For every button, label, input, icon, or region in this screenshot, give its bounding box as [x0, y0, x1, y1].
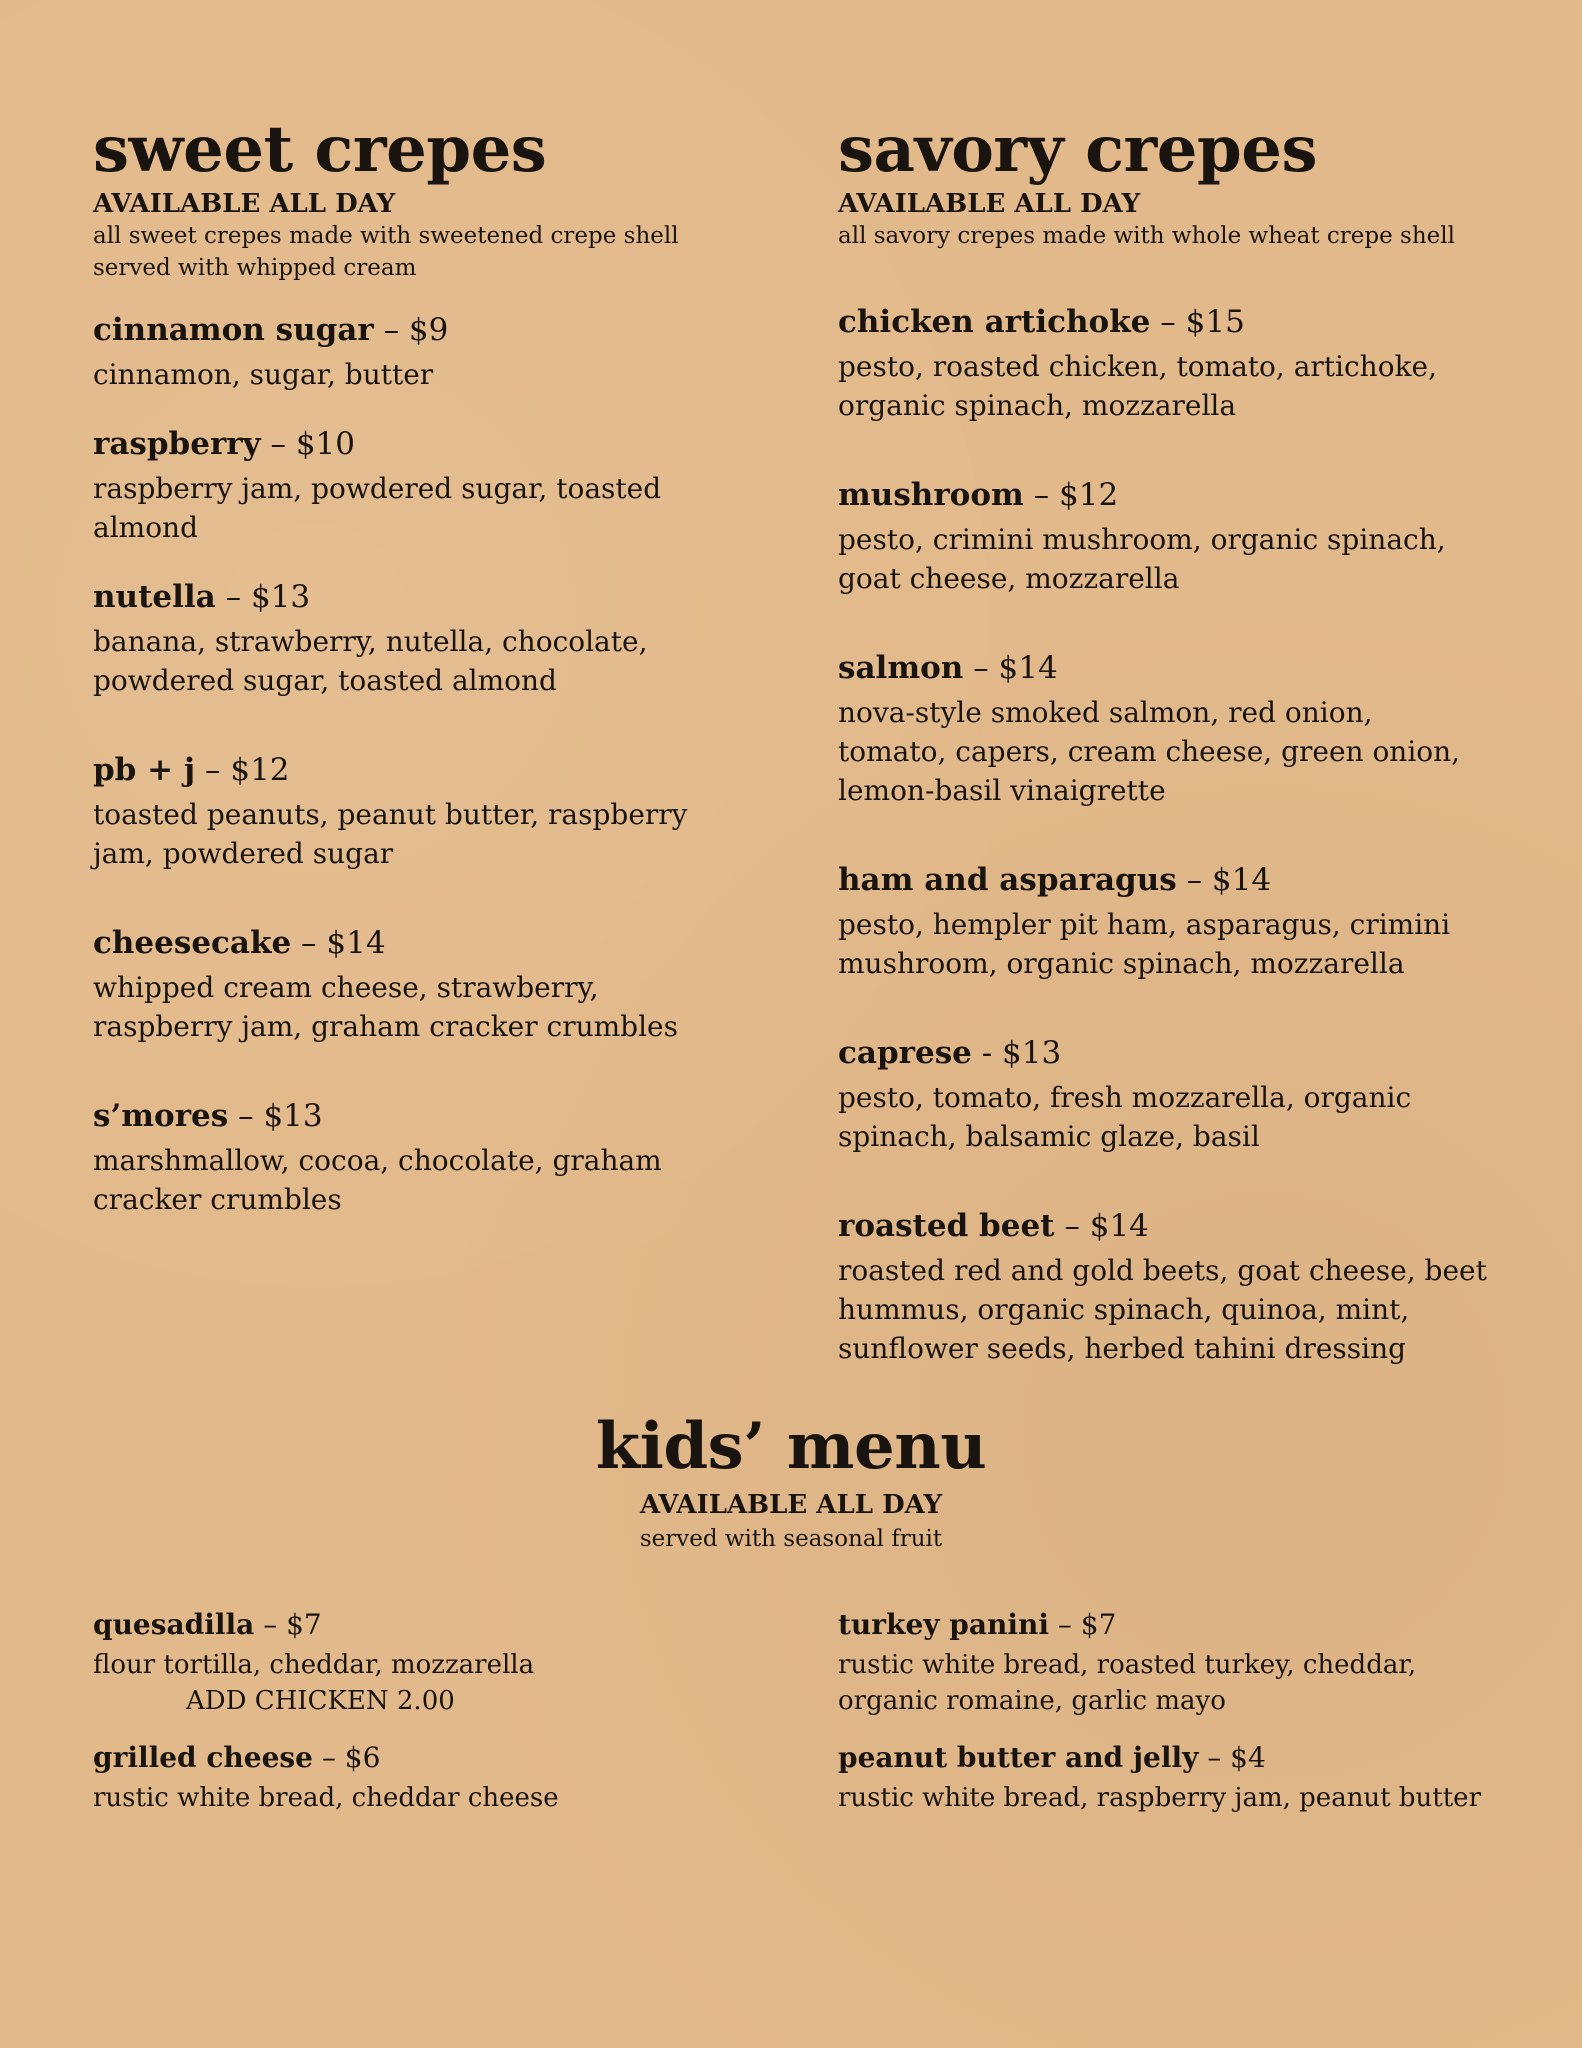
item-price: – $14 — [291, 925, 386, 961]
item-description: rustic white bread, raspberry jam, peanut butter — [838, 1783, 1481, 1813]
item-price: – $13 — [228, 1098, 323, 1134]
item-price: – $15 — [1150, 304, 1245, 340]
item-description: flour tortilla, cheddar, mozzarella — [93, 1650, 535, 1680]
item-name: ham and asparagus — [838, 862, 1177, 898]
sweet-crepes-section — [93, 112, 753, 1219]
kids-menu-header — [0, 1407, 1582, 1555]
item-price: – $14 — [1054, 1208, 1149, 1244]
menu-item — [93, 923, 753, 1046]
savory-crepes-section — [838, 112, 1498, 1368]
item-name: roasted beet — [838, 1208, 1055, 1244]
section-note: served with seasonal fruit — [639, 1526, 943, 1552]
item-name: s’mores — [93, 1098, 229, 1134]
item-description: nova-style smoked salmon, red onion, — [838, 696, 1373, 729]
menu-item — [838, 648, 1498, 810]
item-name: caprese — [838, 1035, 972, 1071]
item-description: jam, powdered sugar — [93, 837, 394, 870]
kids-menu-item — [838, 1740, 1518, 1816]
section-note: all sweet crepes made with sweetened crepe shell — [93, 223, 679, 249]
menu-item — [838, 302, 1498, 425]
item-name: cinnamon sugar — [93, 312, 374, 348]
item-name: mushroom — [838, 477, 1024, 513]
item-description: sunflower seeds, herbed tahini dressing — [838, 1332, 1407, 1365]
item-name: chicken artichoke — [838, 304, 1151, 340]
availability-label: AVAILABLE ALL DAY — [838, 189, 1141, 219]
item-description: cinnamon, sugar, butter — [93, 358, 434, 391]
item-name: turkey panini — [838, 1608, 1049, 1641]
item-price: – $7 — [254, 1608, 322, 1641]
item-description: raspberry jam, graham cracker crumbles — [93, 1010, 678, 1043]
item-description: roasted red and gold beets, goat cheese, beet — [838, 1254, 1487, 1287]
section-title: savory crepes — [838, 112, 1317, 187]
menu-item — [838, 860, 1498, 983]
item-name: salmon — [838, 650, 964, 686]
item-name: peanut butter and jelly — [838, 1741, 1199, 1774]
item-description: lemon-basil vinaigrette — [838, 774, 1166, 807]
item-price: - $13 — [971, 1035, 1062, 1071]
menu-item — [93, 424, 753, 547]
item-description: rustic white bread, roasted turkey, cheddar, — [838, 1650, 1417, 1680]
item-name: cheesecake — [93, 925, 292, 961]
item-description: marshmallow, cocoa, chocolate, graham — [93, 1144, 662, 1177]
item-name: quesadilla — [93, 1608, 255, 1641]
menu-item — [838, 1033, 1498, 1156]
menu-item — [838, 475, 1498, 598]
item-description: tomato, capers, cream cheese, green onion, — [838, 735, 1461, 768]
item-description: whipped cream cheese, strawberry, — [93, 971, 599, 1004]
kids-menu-item — [93, 1740, 773, 1816]
item-price: – $4 — [1198, 1741, 1266, 1774]
item-description: cracker crumbles — [93, 1183, 342, 1216]
menu-item — [838, 1206, 1498, 1368]
item-description: pesto, crimini mushroom, organic spinach, — [838, 523, 1446, 556]
menu-item — [93, 577, 753, 700]
kids-menu-item — [838, 1607, 1518, 1719]
section-title: kids’ menu — [595, 1409, 987, 1484]
item-price: – $14 — [1176, 862, 1272, 898]
item-description: pesto, roasted chicken, tomato, artichoke, — [838, 350, 1438, 383]
item-name: nutella — [93, 579, 216, 615]
item-description: almond — [93, 511, 199, 544]
kids-menu-item — [93, 1607, 773, 1719]
item-description: pesto, hempler pit ham, asparagus, crimini — [838, 908, 1451, 941]
item-description: raspberry jam, powdered sugar, toasted — [93, 472, 662, 505]
item-description: organic spinach, mozzarella — [838, 389, 1237, 422]
item-price: – $9 — [373, 312, 449, 348]
item-description: goat cheese, mozzarella — [838, 562, 1180, 595]
section-title: sweet crepes — [93, 112, 547, 187]
item-price: – $12 — [195, 752, 290, 788]
item-price: – $7 — [1048, 1608, 1117, 1641]
item-description: hummus, organic spinach, quinoa, mint, — [838, 1293, 1410, 1326]
item-description: organic romaine, garlic mayo — [838, 1686, 1226, 1716]
item-price: – $6 — [313, 1741, 381, 1774]
item-description: banana, strawberry, nutella, chocolate, — [93, 625, 648, 658]
item-description: powdered sugar, toasted almond — [93, 664, 557, 697]
item-description: spinach, balsamic glaze, basil — [838, 1120, 1260, 1153]
menu-item — [93, 310, 753, 394]
item-name: pb + j — [93, 752, 196, 788]
item-name: grilled cheese — [93, 1741, 313, 1774]
item-price: – $14 — [963, 650, 1058, 686]
item-addon: ADD CHICKEN 2.00 — [186, 1686, 455, 1716]
item-description: mushroom, organic spinach, mozzarella — [838, 947, 1405, 980]
menu-item — [93, 1096, 753, 1219]
item-price: – $12 — [1023, 477, 1119, 513]
item-price: – $10 — [260, 426, 356, 462]
section-note: all savory crepes made with whole wheat crepe shell — [838, 223, 1455, 249]
item-price: – $13 — [215, 579, 311, 615]
item-name: raspberry — [93, 426, 261, 462]
section-note: served with whipped cream — [93, 255, 417, 281]
availability-label: AVAILABLE ALL DAY — [639, 1490, 943, 1520]
menu-item — [93, 750, 753, 873]
availability-label: AVAILABLE ALL DAY — [93, 189, 396, 219]
item-description: pesto, tomato, fresh mozzarella, organic — [838, 1081, 1412, 1114]
item-description: rustic white bread, cheddar cheese — [93, 1783, 559, 1813]
item-description: toasted peanuts, peanut butter, raspberry — [93, 798, 688, 831]
